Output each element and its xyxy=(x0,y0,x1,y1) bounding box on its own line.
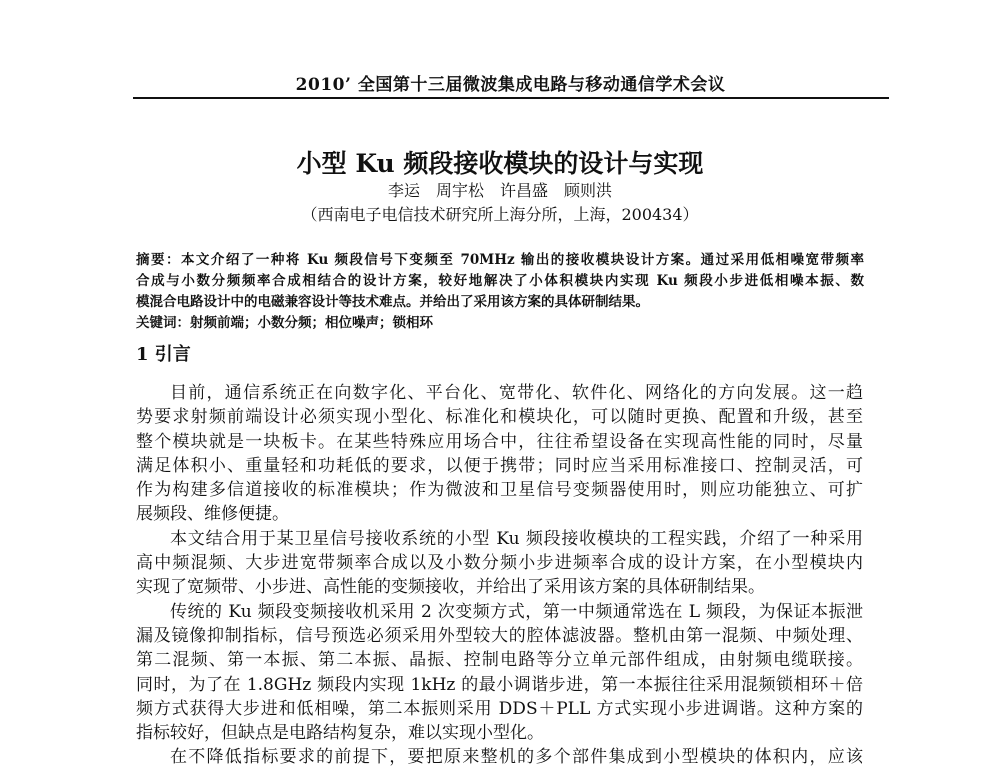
body-line: 作为构建多信道接收的标准模块；作为微波和卫星信号变频器使用时，则应功能独立、可扩 xyxy=(136,480,863,501)
body-line: 频方式获得大步进和低相噪，第二本振则采用 DDS＋PLL 方式实现小步进调谐。这种方案的 xyxy=(136,698,863,719)
body-line: 整个模块就是一块板卡。在某些特殊应用场合中，往往希望设备在实现高性能的同时，尽量 xyxy=(136,431,863,452)
body-line: 传统的 Ku 频段变频接收机采用 2 次变频方式，第一中频通常选在 L 频段，为保证本振泄 xyxy=(170,601,863,622)
running-header: 2010’ 全国第十三届微波集成电路与移动通信学术会议 xyxy=(295,75,726,95)
keywords-line: 关键词：射频前端；小数分频；相位噪声；锁相环 xyxy=(136,315,433,331)
abstract-line: 摘要：本文介绍了一种将 Ku 频段信号下变频至 70MHz 输出的接收模块设计方案。通过采用低相噪宽带频率 xyxy=(136,252,864,268)
body-line: 实现了宽频带、小步进、高性能的变频接收，并给出了采用该方案的具体研制结果。 xyxy=(136,577,765,598)
body-line: 目前，通信系统正在向数字化、平台化、宽带化、软件化、网络化的方向发展。这一趋 xyxy=(170,383,863,403)
body-line: 第二混频、第一本振、第二本振、晶振、控制电路等分立单元部件组成，由射频电缆联接。 xyxy=(136,650,863,671)
paper-title: 小型 Ku 频段接收模块的设计与实现 xyxy=(296,149,704,178)
body-line: 指标较好，但缺点是电路结构复杂，难以实现小型化。 xyxy=(136,723,544,744)
body-line: 势要求射频前端设计必须实现小型化、标准化和模块化，可以随时更换、配置和升级，甚至 xyxy=(136,407,863,428)
body-line: 高中频混频、大步进宽带频率合成以及小数分频小步进频率合成的设计方案，在小型模块内 xyxy=(136,553,863,574)
body-text xyxy=(136,381,863,770)
header-rule xyxy=(133,97,889,99)
authors: 李运 周宇松 许昌盛 顾则洪 xyxy=(387,181,612,200)
body-line: 展频段、维修便捷。 xyxy=(136,504,289,525)
affiliation: （西南电子电信技术研究所上海分所，上海，200434） xyxy=(301,205,699,224)
abstract xyxy=(136,250,864,334)
abstract-line: 合成与小数分频频率合成相结合的设计方案，较好地解决了小体积模块内实现 Ku 频段小步进低相噪本振、数 xyxy=(136,273,864,289)
abstract-line: 模混合电路设计中的电磁兼容设计等技术难点。并给出了采用该方案的具体研制结果。 xyxy=(136,294,649,310)
section-heading: 1 引言 xyxy=(136,344,191,365)
body-line: 同时，为了在 1.8GHz 频段内实现 1kHz 的最小调谐步进，第一本振往往采用混频锁相环＋倍 xyxy=(136,674,863,695)
body-line: 满足体积小、重量轻和功耗低的要求，以便于携带；同时应当采用标准接口、控制灵活，可 xyxy=(136,455,863,476)
body-line: 漏及镜像抑制指标，信号预选必须采用外型较大的腔体滤波器。整机由第一混频、中频处理、 xyxy=(136,625,863,646)
body-line: 本文结合用于某卫星信号接收系统的小型 Ku 频段接收模块的工程实践，介绍了一种采用 xyxy=(170,528,863,549)
body-line: 在不降低指标要求的前提下，要把原来整机的多个部件集成到小型模块的体积内，应该 xyxy=(170,747,863,768)
